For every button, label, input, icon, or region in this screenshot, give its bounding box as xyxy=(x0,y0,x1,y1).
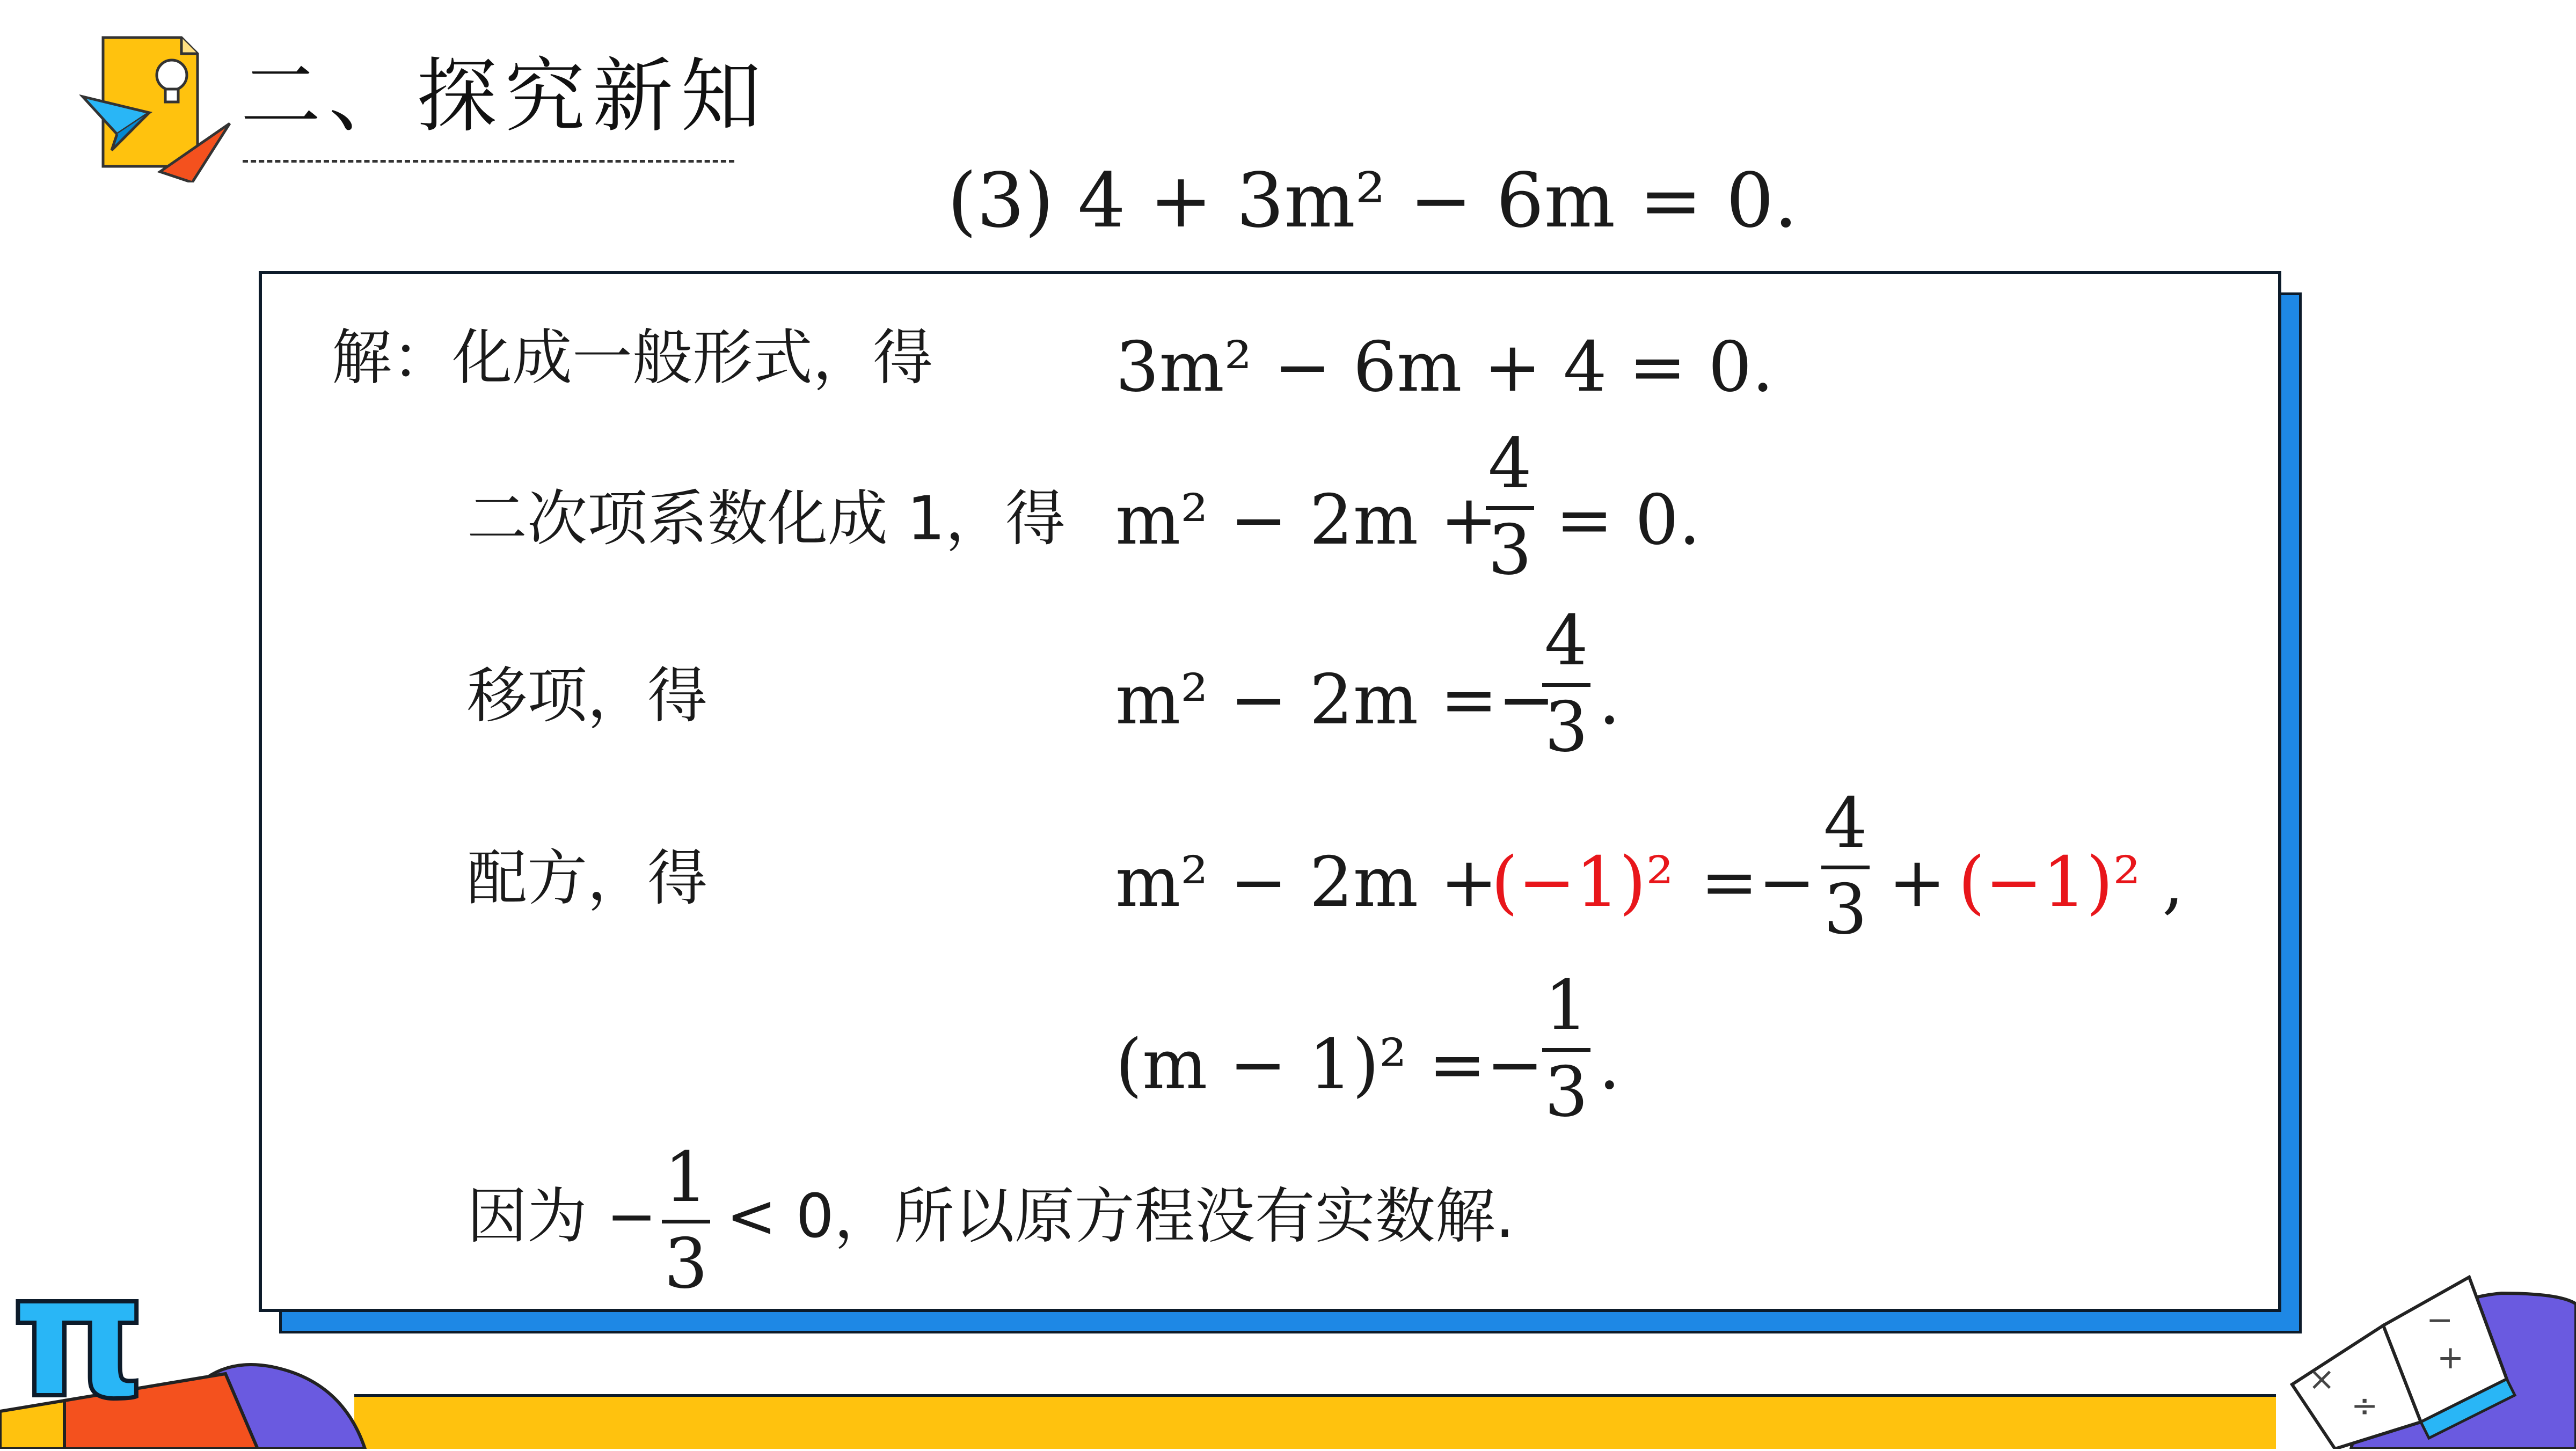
fraction-numerator: 4 xyxy=(1488,424,1532,504)
minus-icon: − xyxy=(2426,1301,2454,1339)
step1-math: 3m² − 6m + 4 = 0. xyxy=(1115,327,1774,407)
fraction-denominator: 3 xyxy=(1488,510,1532,590)
step1-label: 解：化成一般形式，得 xyxy=(332,323,933,393)
step2-math-right: = 0. xyxy=(1556,480,1701,560)
lightbulb-note-icon xyxy=(79,32,240,182)
fraction-numerator: 1 xyxy=(1544,966,1588,1046)
step3-label: 移项，得 xyxy=(467,661,707,731)
fraction-numerator: 1 xyxy=(664,1138,708,1218)
title-underline xyxy=(243,160,734,163)
step2-label: 二次项系数化成 1，得 xyxy=(467,484,1066,554)
fraction-denominator: 3 xyxy=(1544,1052,1588,1132)
fraction-denominator: 3 xyxy=(1544,687,1588,767)
step4-comma: , xyxy=(2162,842,2184,922)
plus-icon: + xyxy=(2437,1339,2464,1376)
fraction-bar xyxy=(1821,866,1870,869)
step5-math-right: . xyxy=(1599,1025,1621,1105)
step4-fraction xyxy=(1821,783,1870,950)
step5-math-left: (m − 1)² =− xyxy=(1115,1025,1544,1105)
fraction-denominator: 3 xyxy=(1823,870,1867,950)
bottom-right-decor xyxy=(2276,1261,2576,1449)
step3-fraction xyxy=(1542,601,1590,767)
conclusion-text: < 0，所以原方程没有实数解. xyxy=(726,1182,1515,1251)
step4-red-term-2: (−1)² xyxy=(1958,842,2141,922)
times-icon: × xyxy=(2308,1360,2336,1398)
fraction-numerator: 4 xyxy=(1823,783,1867,863)
solution-card xyxy=(259,271,2281,1312)
step4-label: 配方，得 xyxy=(467,844,707,913)
step2-fraction xyxy=(1486,424,1534,590)
step2-math-left: m² − 2m + xyxy=(1115,480,1498,560)
problem-equation: (3) 4 + 3m² − 6m = 0. xyxy=(947,157,1798,245)
step3-math-right: . xyxy=(1599,660,1621,740)
fraction-numerator: 4 xyxy=(1544,601,1588,681)
fraction-bar xyxy=(1542,683,1590,687)
section-title: 二、探究新知 xyxy=(240,50,769,143)
divide-icon: ÷ xyxy=(2351,1387,2378,1425)
step4-equals: =− xyxy=(1701,842,1816,922)
step5-fraction xyxy=(1542,966,1590,1132)
footer-band xyxy=(354,1395,2276,1449)
step3-math-left: m² − 2m =− xyxy=(1115,660,1556,740)
conclusion-fraction xyxy=(662,1138,710,1304)
fraction-bar xyxy=(1486,506,1534,510)
step4-red-term-1: (−1)² xyxy=(1491,842,1674,922)
footer-line xyxy=(354,1394,2276,1397)
pi-icon: π xyxy=(11,1236,147,1436)
conclusion-prefix: 因为 − xyxy=(467,1182,657,1251)
fraction-bar xyxy=(1542,1048,1590,1052)
step4-plus: + xyxy=(1888,842,1946,922)
fraction-denominator: 3 xyxy=(664,1224,708,1304)
step4-math-left: m² − 2m + xyxy=(1115,842,1498,922)
fraction-bar xyxy=(662,1220,710,1223)
